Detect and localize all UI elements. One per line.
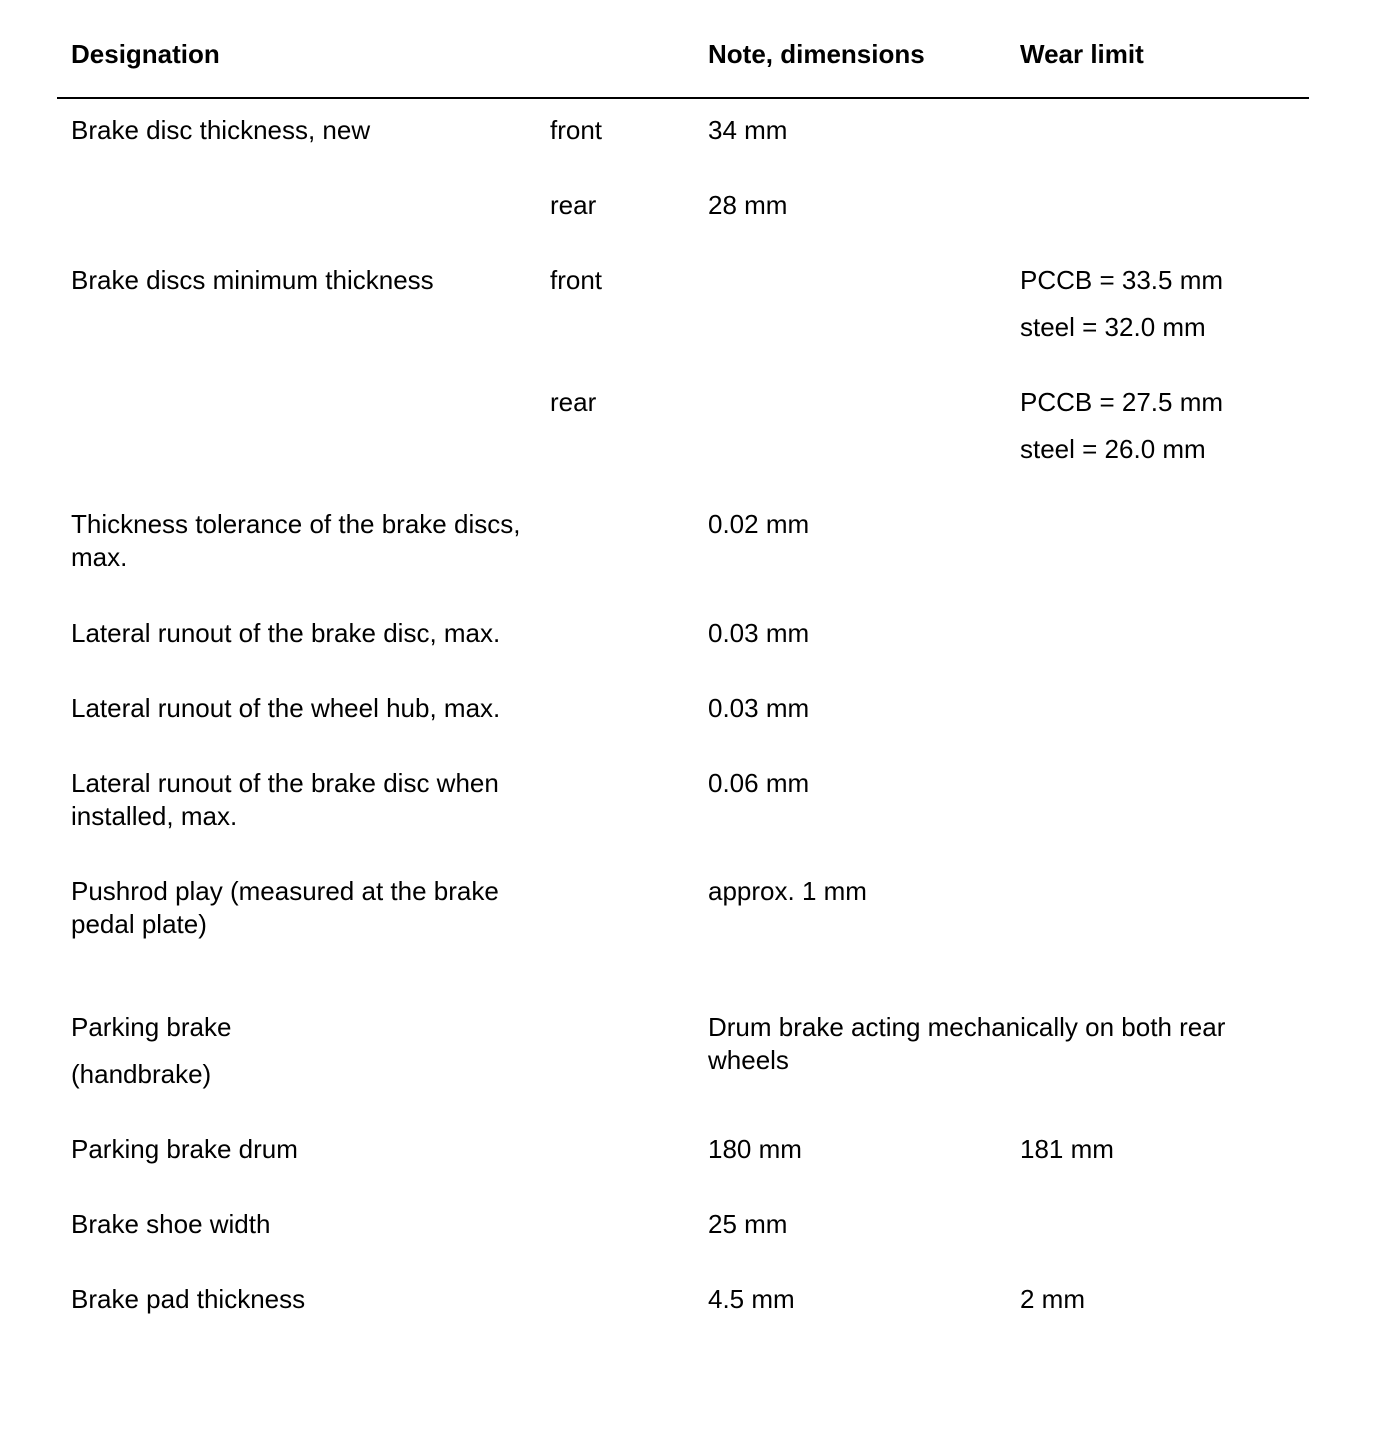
header-designation: Designation xyxy=(71,39,220,69)
row-disc-min-rear-steel: steel = 26.0 mm xyxy=(1020,434,1206,464)
row-drum-designation: Parking brake drum xyxy=(71,1134,298,1164)
row-disc-min-front-label: front xyxy=(550,265,603,295)
row-pushrod-designation: Pushrod play (measured at the brake pedal plate) xyxy=(71,876,499,939)
row-pad-wear: 2 mm xyxy=(1020,1284,1085,1314)
row-runout-hub-designation: Lateral runout of the wheel hub, max. xyxy=(71,693,501,723)
row-runout-installed-value: 0.06 mm xyxy=(708,768,810,798)
row-disc-new-rear-label: rear xyxy=(550,190,597,220)
row-disc-new-front-value: 34 mm xyxy=(708,115,788,145)
row-disc-min-front-pccb: PCCB = 33.5 mm xyxy=(1020,265,1224,295)
row-disc-min-rear-label: rear xyxy=(550,387,597,417)
row-runout-installed-designation: Lateral runout of the brake disc when installed, max. xyxy=(71,768,499,831)
header-wear-limit: Wear limit xyxy=(1020,39,1144,69)
row-pad-value: 4.5 mm xyxy=(708,1284,795,1314)
row-drum-wear: 181 mm xyxy=(1020,1134,1114,1164)
row-thickness-tolerance-value: 0.02 mm xyxy=(708,509,810,539)
row-parking-value: Drum brake acting mechanically on both rear wheels xyxy=(708,1012,1226,1075)
row-shoe-designation: Brake shoe width xyxy=(71,1209,271,1239)
row-runout-disc-designation: Lateral runout of the brake disc, max. xyxy=(71,618,501,648)
row-disc-new-rear-value: 28 mm xyxy=(708,190,788,220)
row-disc-min-front-steel: steel = 32.0 mm xyxy=(1020,312,1206,342)
row-thickness-tolerance-designation: Thickness tolerance of the brake discs, max. xyxy=(71,509,521,572)
row-drum-value: 180 mm xyxy=(708,1134,802,1164)
row-disc-min-rear-pccb: PCCB = 27.5 mm xyxy=(1020,387,1224,417)
row-pad-designation: Brake pad thickness xyxy=(71,1284,306,1314)
row-disc-new-designation: Brake disc thickness, new xyxy=(71,115,371,145)
header-note-dimensions: Note, dimensions xyxy=(708,39,925,69)
row-parking-designation-sub: (handbrake) xyxy=(71,1059,212,1089)
header-divider xyxy=(57,97,1309,99)
row-runout-disc-value: 0.03 mm xyxy=(708,618,810,648)
row-parking-designation: Parking brake xyxy=(71,1012,232,1042)
row-disc-min-designation: Brake discs minimum thickness xyxy=(71,265,434,295)
row-disc-new-front-label: front xyxy=(550,115,603,145)
row-runout-hub-value: 0.03 mm xyxy=(708,693,810,723)
row-shoe-value: 25 mm xyxy=(708,1209,788,1239)
row-pushrod-value: approx. 1 mm xyxy=(708,876,867,906)
